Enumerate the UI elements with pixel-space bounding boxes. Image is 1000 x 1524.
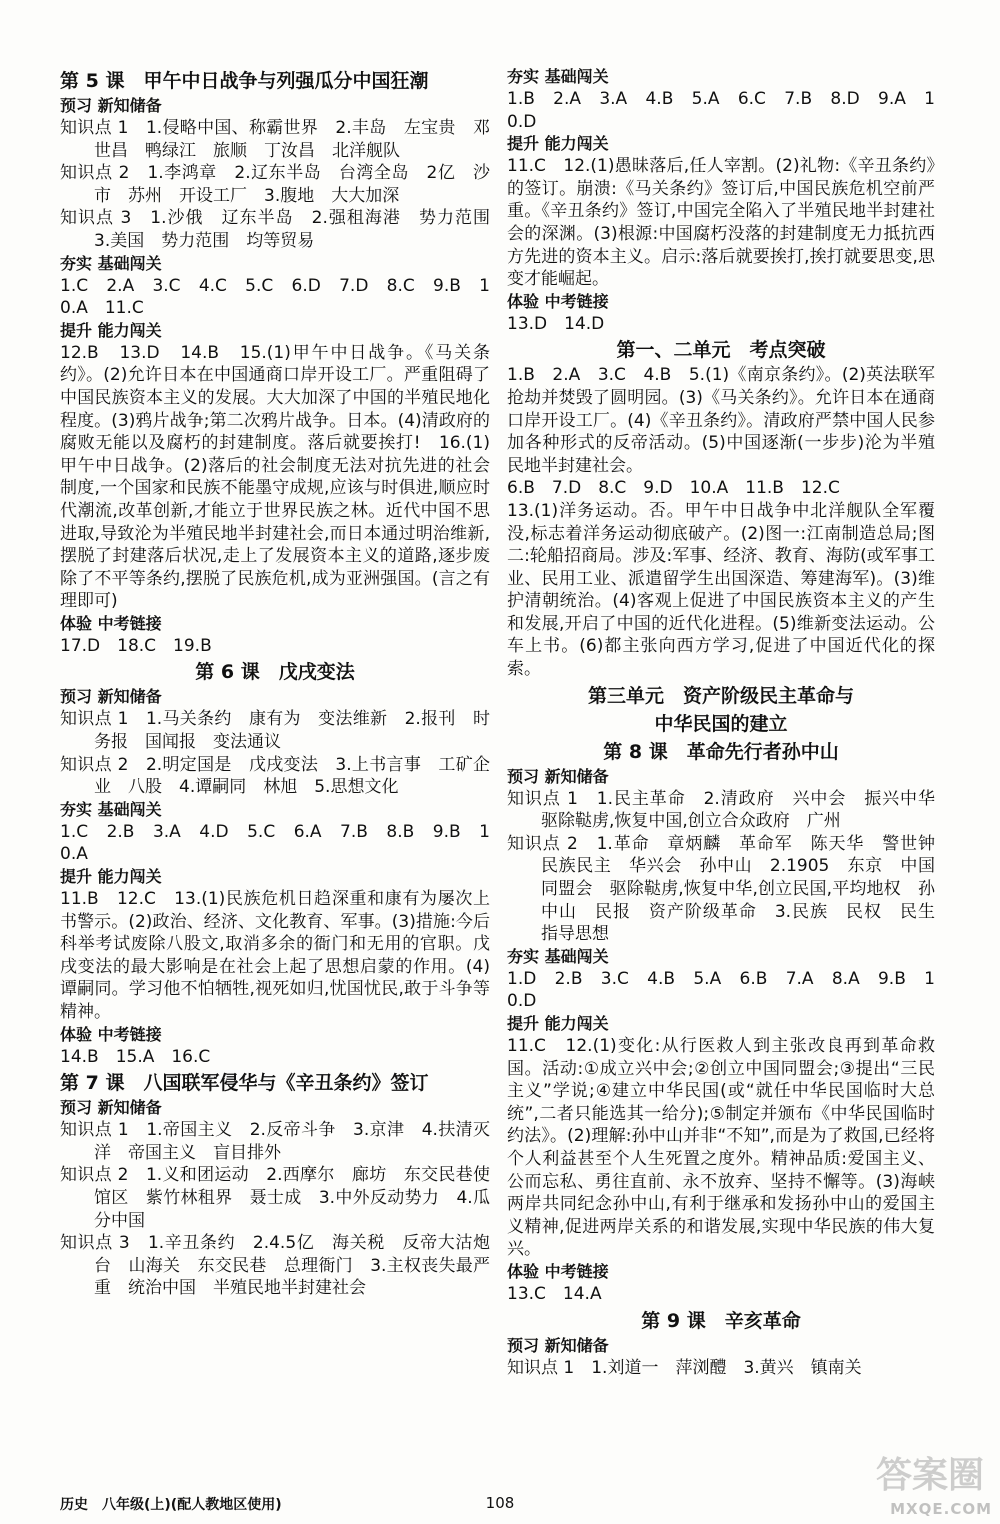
knowledge-point: 知识点 1 1.刘道一 萍浏醴 3.黄兴 镇南关 [507,1357,862,1378]
section-heading: 提升 能力闯关 [60,320,162,340]
knowledge-point: 知识点 2 1.义和团运动 2.西摩尔 廊坊 东交民巷使馆区 紫竹林租界 聂士成 3.中外反动势力 4.瓜分中国 [60,1165,490,1231]
answer-block: 1.B 2.A 3.C 4.B 5.(1)《南京条约》。(2)英法联军抢劫并焚毁了圆明园。(3)《马关条约》。允许日本在通商口岸开设工厂。(4)《辛丑条约》。清政府严禁中国人民参加各种形式的反帝活动。(5)中国逐渐(一步步)沦为半殖民地半封建社会。 [507,365,935,476]
lesson-7-title: 第 7 课 八国联军侵华与《辛丑条约》签订 [60,1072,429,1095]
answer-block: 11.B 12.C 13.(1)民族危机日趋深重和康有为屡次上书警示。(2)政治、经济、文化教育、军事。(3)措施:今后科举考试废除八股文,取消多余的衙门和无用的官职。戊戌变法的最大影响是在社会上起了思想启蒙的作用。(4)谭嗣同。学习他不怕牺牲,视死如归,忧国忧民,敢于斗争等精神。 [60,889,490,1022]
lesson-8-title: 第 8 课 革命先行者孙中山 [603,740,839,763]
knowledge-point: 知识点 1 1.马关条约 康有为 变法维新 2.报刊 时务报 国闻报 变法通议 [60,709,490,753]
section-heading: 预习 新知储备 [60,687,162,707]
section-heading: 提升 能力闯关 [507,134,609,154]
knowledge-point: 知识点 1 1.侵略中国、称霸世界 2.丰岛 左宝贵 邓世昌 鸭绿江 旅顺 丁汝昌 北洋舰队 [60,118,490,161]
unit-3-title-line2: 中华民国的建立 [654,712,788,735]
left-column [60,66,507,1300]
page-footer [60,1494,940,1518]
section-heading: 提升 能力闯关 [60,867,162,887]
knowledge-point: 知识点 1 1.帝国主义 2.反帝斗争 3.京津 4.扶清灭洋 帝国主义 盲目排外 [60,1120,490,1163]
section-heading: 体验 中考链接 [507,291,609,311]
section-heading: 夯实 基础闯关 [507,67,609,86]
section-heading: 体验 中考链接 [60,1024,162,1044]
answer-block: 1.C 2.B 3.A 4.D 5.C 6.A 7.B 8.B 9.B 10.A [60,821,490,865]
answer-block: 13.C 14.A [507,1283,602,1304]
watermark [822,1448,992,1518]
section-heading: 预习 新知储备 [60,96,162,115]
unit-1-2-title: 第一、二单元 考点突破 [616,339,826,362]
section-heading: 提升 能力闯关 [507,1014,609,1033]
section-heading: 夯实 基础闯关 [60,799,162,819]
section-heading: 预习 新知储备 [507,766,609,786]
section-heading: 夯实 基础闯关 [507,946,609,966]
lesson-5-title: 第 5 课 甲午中日战争与列强瓜分中国狂潮 [60,70,429,92]
answer-block: 12.B 13.D 14.B 15.(1)甲午中日战争。《马关条约》。(2)允许日本在中国通商口岸开设工厂。严重阻碍了中国民族资本主义的发展。大大加深了中国的半殖民地化程度。(3)鸦片战争;第二次鸦片战争。日本。(4)清政府的腐败无能以及腐朽的封建制度。落后就要挨打! 16.(1)甲午中日战争。(2)落后的社会制度无法对抗先进的社会制度,一个国家和民族不能墨守成规,应该与时俱进,顺应时代潮流,改革创新,才能立于世界民族之林。近代中国不思进取,导致沦为半殖民地半封建社会,而日本通过明治维新,摆脱了封建落后状况,走上了发展资本主义的道路,逐步废除了不平等条约,摆脱了民族危机,成为亚洲强国。(言之有理即可) [60,342,490,612]
answer-block: 6.B 7.D 8.C 9.D 10.A 11.B 12.C [507,478,840,499]
knowledge-point: 知识点 2 1.革命 章炳麟 革命军 陈天华 警世钟 民族民主 华兴会 孙中山 2.1905 东京 中国同盟会 驱除鞑虏,恢复中华,创立民国,平均地权 孙中山 民报 资产阶级革命 3.民族 民权 民生 指导思想 [507,833,952,945]
answer-block: 11.C 12.(1)愚昧落后,任人宰割。(2)礼物:《辛丑条约》的签订。崩溃:《马关条约》签订后,中国民族危机空前严重。《辛丑条约》签订,中国完全陷入了半殖民地半封建社会的深渊。(3)根源:中国腐朽没落的封建制度无力抵抗西方先进的资本主义。启示:落后就要挨打,挨打就要思变,思变才能崛起。 [507,156,935,290]
answer-block: 1.B 2.A 3.A 4.B 5.A 6.C 7.B 8.D 9.A 10.D [507,89,935,132]
section-heading: 体验 中考链接 [507,1261,609,1281]
lesson-9-title: 第 9 课 辛亥革命 [641,1309,801,1332]
page-number: 108 [485,1494,515,1512]
knowledge-point: 知识点 3 1.辛丑条约 2.4.5亿 海关税 反帝大沽炮台 山海关 东交民巷 总理衙门 3.主权丧失最严重 统治中国 半殖民地半封建社会 [60,1233,490,1299]
knowledge-point: 知识点 2 1.李鸿章 2.辽东半岛 台湾全岛 2亿 沙市 苏州 开设工厂 3.腹地 大大加深 [60,163,490,206]
answer-block: 13.D 14.D [507,313,605,334]
section-heading: 预习 新知储备 [60,1098,162,1118]
watermark-site: MXQE.COM [890,1500,992,1518]
knowledge-point: 知识点 2 2.明定国是 戊戌变法 3.上书言事 工矿企业 八股 4.谭嗣同 林旭 5.思想文化 [60,754,490,798]
section-heading: 体验 中考链接 [60,613,162,633]
unit-3-title-line1: 第三单元 资产阶级民主革命与 [587,684,854,707]
section-heading: 夯实 基础闯关 [60,253,162,273]
answer-block: 17.D 18.C 19.B [60,635,212,656]
right-column [507,66,952,1379]
knowledge-point: 知识点 3 1.沙俄 辽东半岛 2.强租海港 势力范围 3.美国 势力范围 均等贸易 [60,208,507,251]
answer-block: 11.C 12.(1)变化:从行医救人到主张改良再到革命救国。活动:①成立兴中会;②创立中国同盟会;③提出“三民主义”学说;④建立中华民国(或“就任中华民国临时大总统”,二者只能选其一给分);⑤制定并颁布《中华民国临时约法》。(2)理解:孙中山并非“不知”,而是为了救国,已经将个人利益甚至个人生死置之度外。精神品质:爱国主义、公而忘私、勇往直前、永不放弃、坚持不懈等。(3)海峡两岸共同纪念孙中山,有利于继承和发扬孙中山的爱国主义精神,促进两岸关系的和谐发展,实现中华民族的伟大复兴。 [507,1036,935,1260]
answer-block: 1.D 2.B 3.C 4.B 5.A 6.B 7.A 8.A 9.B 10.D [507,968,935,1012]
answer-block: 14.B 15.A 16.C [60,1046,211,1067]
section-heading: 预习 新知储备 [507,1335,609,1355]
subject-label: 历史 八年级(上)(配人教地区使用) [60,1497,282,1513]
watermark-logo: 答案圈 [875,1454,984,1496]
lesson-6-title: 第 6 课 戊戌变法 [195,661,355,684]
knowledge-point: 知识点 1 1.民主革命 2.清政府 兴中会 振兴中华 驱除鞑虏,恢复中国,创立合众政府 广州 [507,788,952,832]
answer-block: 1.C 2.A 3.C 4.C 5.C 6.D 7.D 8.C 9.B 10.A 11.C [60,275,490,319]
answer-block: 13.(1)洋务运动。否。甲午中日战争中北洋舰队全军覆没,标志着洋务运动彻底破产。(2)图一:江南制造总局;图二:轮船招商局。涉及:军事、经济、教育、海防(或军事工业、民用工业、派遣留学生出国深造、筹建海军)。(3)维护清朝统治。(4)客观上促进了中国民族资本主义的产生和发展,开启了中国的近代化进程。(5)维新变法运动。公车上书。(6)都主张向西方学习,促进了中国近代化的探索。 [507,500,935,680]
